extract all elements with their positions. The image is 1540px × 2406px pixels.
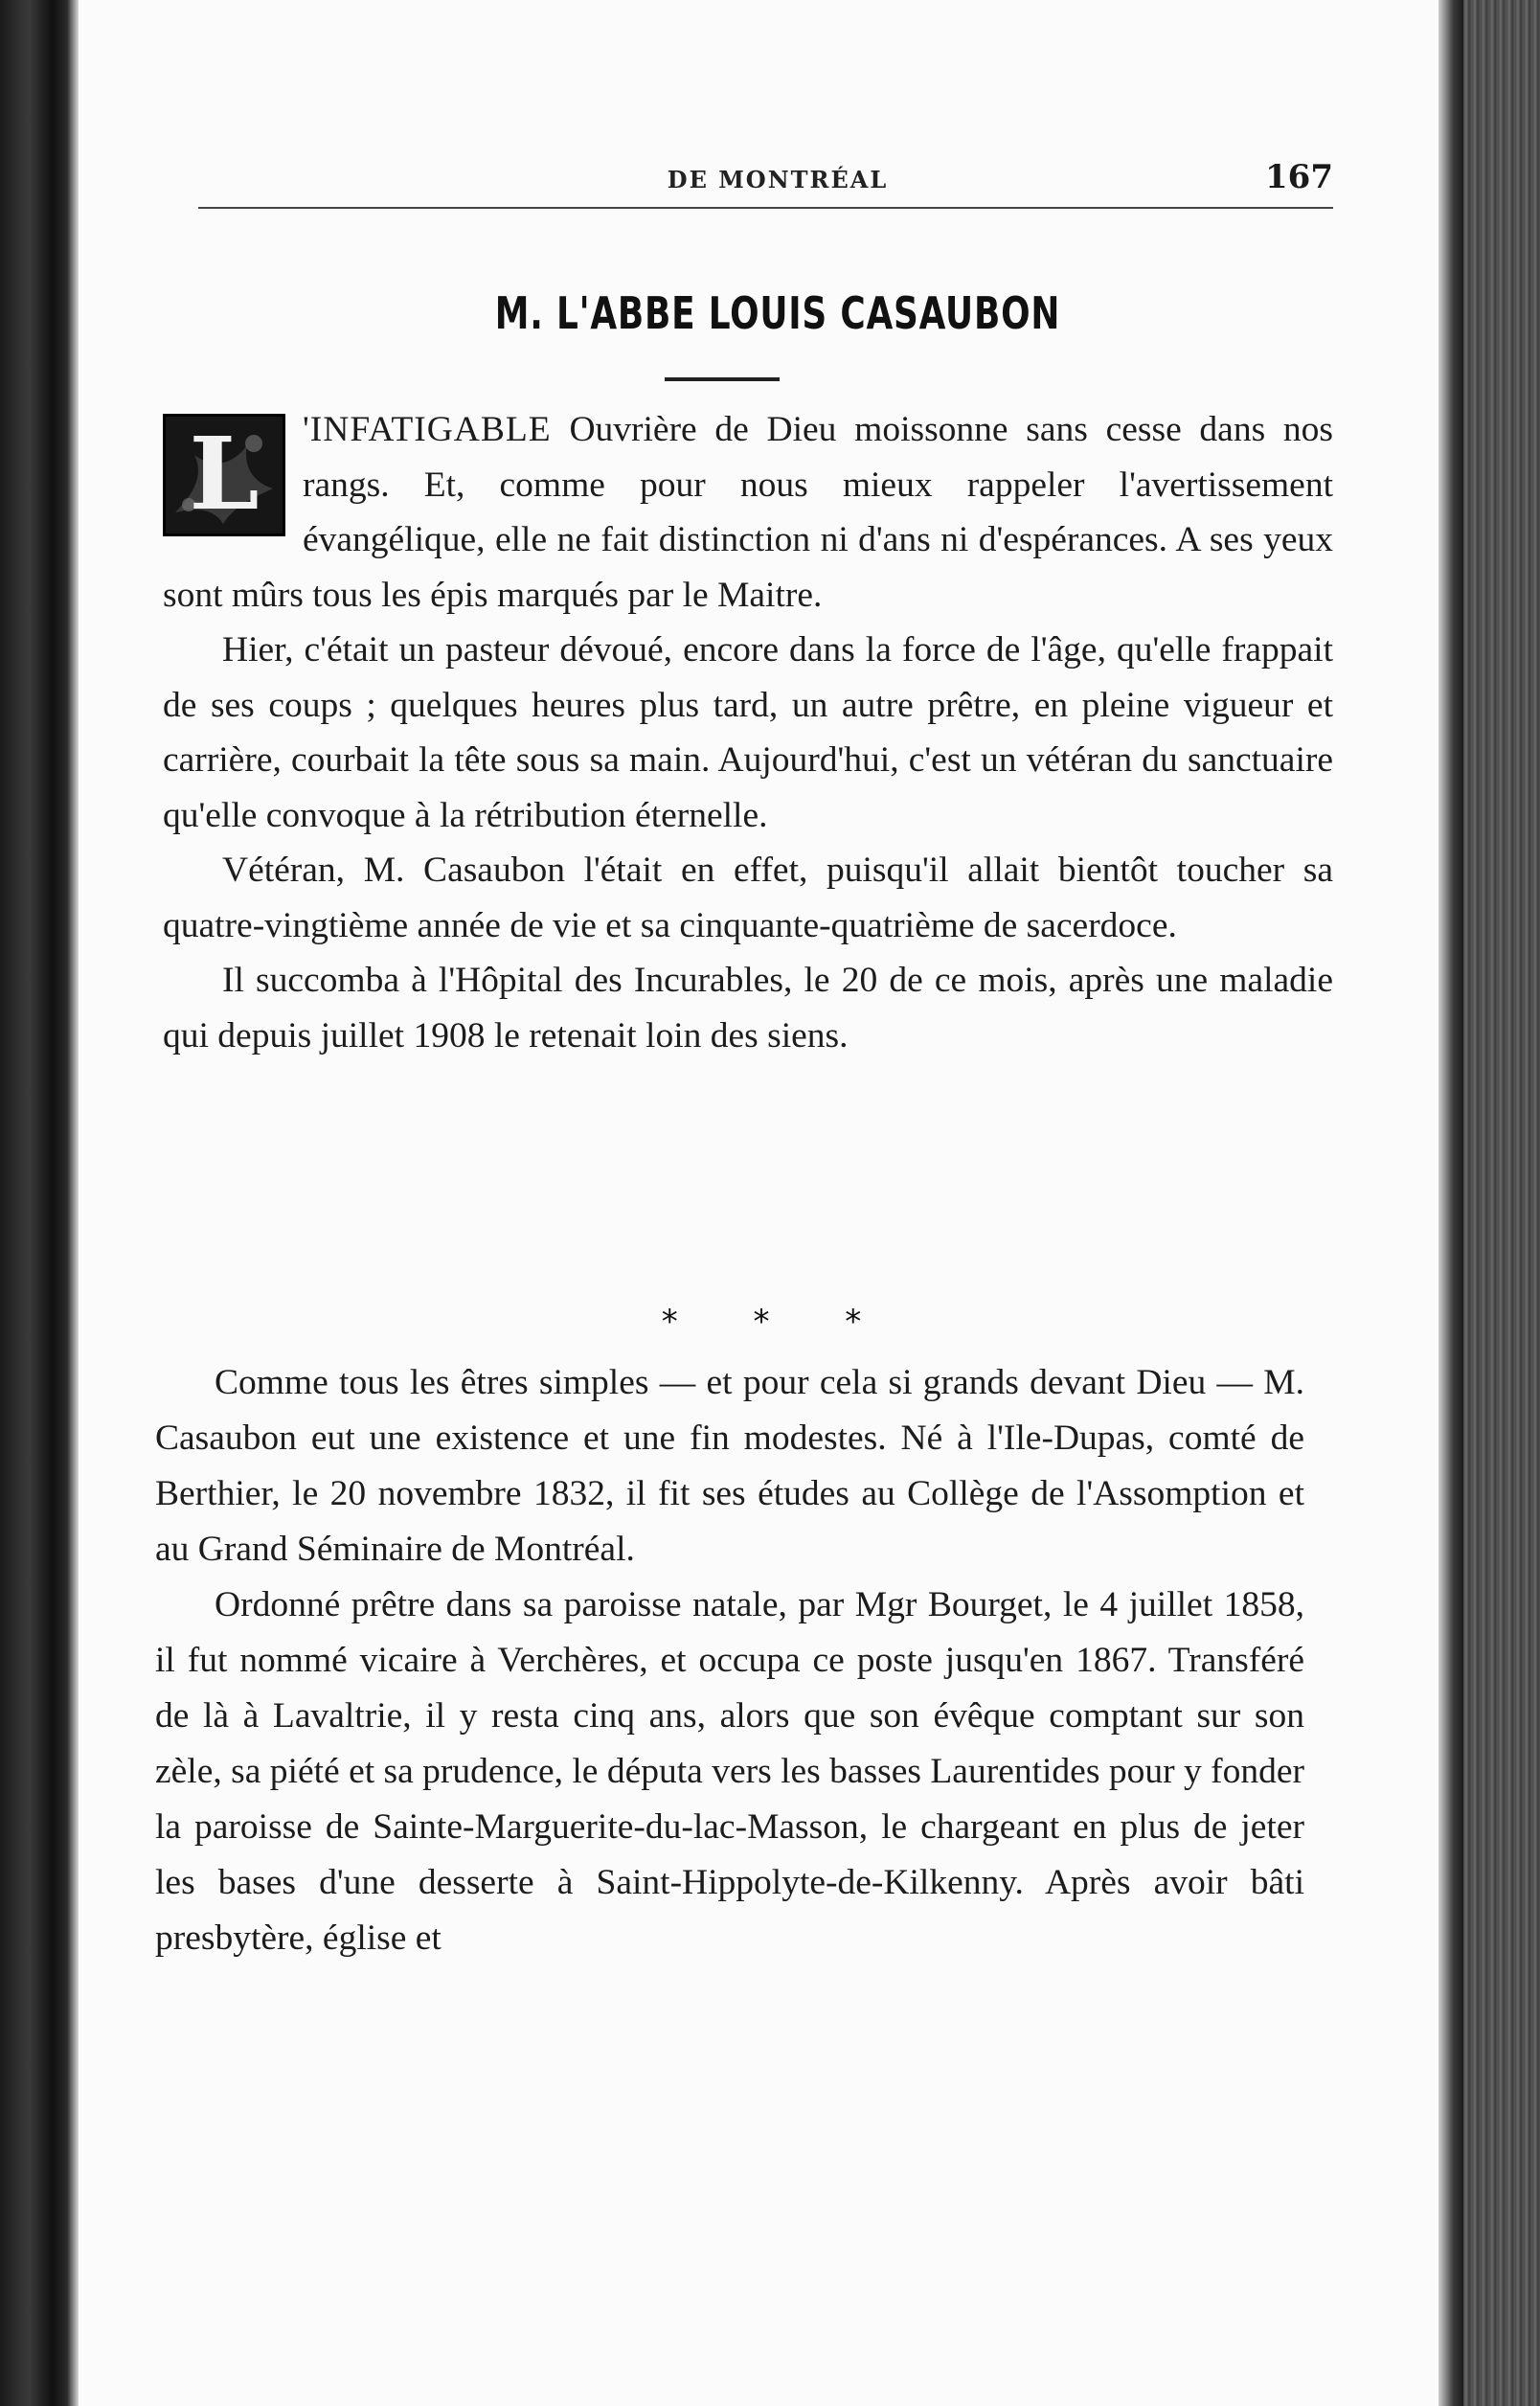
paragraph-1-text: Ouvrière de Dieu moissonne sans cesse dans nos rangs. Et, comme pour nous mieux rappeler l'avertissement évangélique, elle ne fait distinction ni d'ans ni d'espérances. A ses yeux sont mûrs tous les épis marqués par le Maitre. [163,410,1333,615]
first-word: 'INFATIGABLE [303,410,552,449]
page-stack-edge [1463,0,1540,2406]
ornamental-dropcap [163,414,285,536]
paragraph-4: Il succomba à l'Hôpital des Incurables, le 20 de ce mois, après une maladie qui depuis juillet 1908 le retenait loin des siens. [163,961,1333,1055]
page-number: 167 [1265,158,1333,196]
article-body-continued [155,1355,1304,1966]
dropcap-letter: L [189,415,260,533]
header-rule [198,207,1333,209]
book-binding [0,0,79,2406]
book-page [79,0,1438,2406]
paragraph-2: Hier, c'était un pasteur dévoué, encore dans la force de l'âge, qu'elle frappait de ses coups ; quelques heures plus tard, un autre prêtre, en pleine vigueur et carrière, courbait la tête sous sa main. Aujourd'hui, c'est un vétéran du sanctuaire qu'elle convoque à la rétribution éternelle. [163,630,1333,835]
title-rule [665,377,780,381]
paragraph-5: Comme tous les êtres simples — et pour cela si grands devant Dieu — M. Casaubon eut une existence et une fin modestes. Né à l'Ile-Dupas, comté de Berthier, le 20 novembre 1832, il fit ses études au Collège de l'Assomption et au Grand Séminaire de Montréal. [155,1363,1304,1569]
section-separator: * * * [661,1303,895,1341]
paragraph-1 [163,402,1333,623]
page-edge-shadow [1438,0,1463,2406]
running-title: DE MONTRÉAL [667,166,889,193]
article-body [163,402,1333,1063]
paragraph-3: Vétéran, M. Casaubon l'était en effet, puisqu'il allait bientôt toucher sa quatre-vingtième année de vie et sa cinquante-quatrième de sacerdoce. [163,851,1333,945]
article-title: M. L'ABBE LOUIS CASAUBON [494,287,1061,339]
running-head [222,158,1333,206]
paragraph-6: Ordonné prêtre dans sa paroisse natale, par Mgr Bourget, le 4 juillet 1858, il fut nommé vicaire à Verchères, et occupa ce poste jusqu'en 1867. Transféré de là à Lavaltrie, il y resta cinq ans, alors que son évêque comptant sur son zèle, sa piété et sa prudence, le députa vers les basses Laurentides pour y fonder la paroisse de Sainte-Marguerite-du-lac-Masson, le chargeant en plus de jeter les bases d'une desserte à Saint-Hippolyte-de-Kilkenny. Après avoir bâti presbytère, église et [155,1585,1304,1958]
